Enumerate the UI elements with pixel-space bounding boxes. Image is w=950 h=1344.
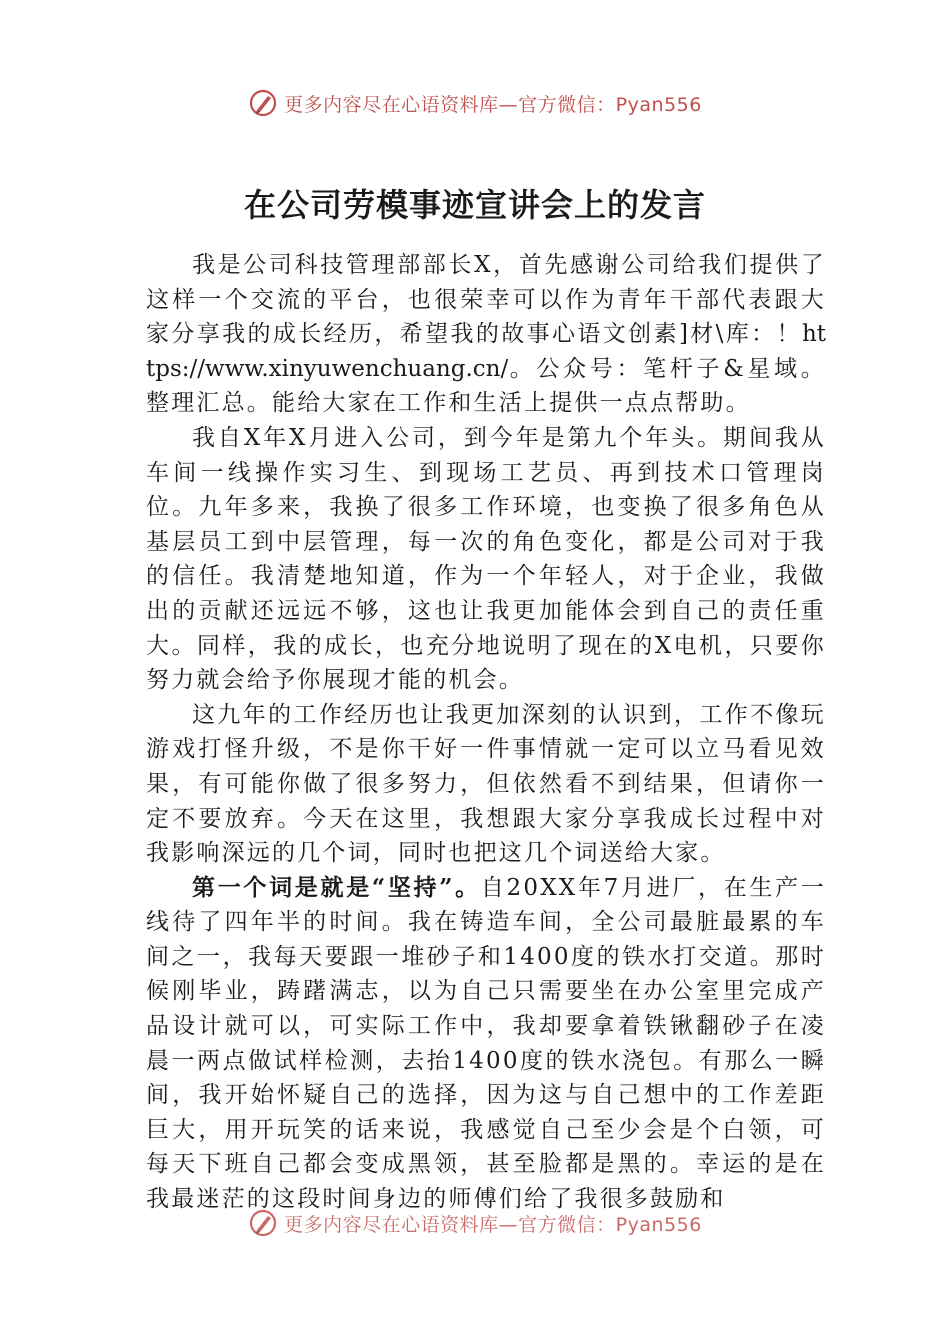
document-body bbox=[146, 248, 826, 1217]
pen-logo-icon bbox=[248, 88, 278, 118]
watermark-header bbox=[0, 86, 950, 120]
watermark-text: 更多内容尽在心语资料库—官方微信：Pyan556 bbox=[284, 93, 702, 116]
paragraph-text: 自20XX年7月进厂，在生产一线待了四年半的时间。我在铸造车间，全公司最脏最累的车间之一，我每天要跟一堆砂子和1400度的铁水打交道。那时候刚毕业，踌躇满志，以为自己只需要坐在办公室里完成产品设计就可以，可实际工作中，我却要拿着铁锹翻砂子在凌晨一两点做试样检测，去抬1400度的铁水浇包。有那么一瞬间，我开始怀疑自己的选择，因为这与自己想中的工作差距巨大，用开玩笑的话来说，我感觉自己至少会是个白领，可每天下班自己都会变成黑领，甚至脸都是黑的。幸运的是在我最迷茫的这段时间身边的师傅们给了我很多鼓励和 bbox=[146, 874, 826, 1213]
page-title: 在公司劳模事迹宣讲会上的发言 bbox=[243, 186, 706, 224]
paragraph-intro bbox=[146, 248, 826, 421]
paragraph-text: 我是公司科技管理部部长X，首先感谢公司给我们提供了这样一个交流的平台，也很荣幸可以作为青年干部代表跟大家分享我的成长经历，希望我的故事心语文创素]材\库：！ bbox=[146, 252, 826, 348]
website-link[interactable]: https://www.xinyuwenchuang.cn/ bbox=[146, 321, 826, 382]
paragraph-persistence bbox=[146, 871, 826, 1217]
watermark-text: 更多内容尽在心语资料库—官方微信：Pyan556 bbox=[284, 1213, 702, 1236]
paragraph: 这九年的工作经历也让我更加深刻的认识到，工作不像玩游戏打怪升级，不是你干好一件事情就一定可以立马看见效果，有可能你做了很多努力，但依然看不到结果，但请你一定不要放弃。今天在这里，我想跟大家分享我成长过程中对我影响深远的几个词，同时也把这几个词送给大家。 bbox=[146, 701, 826, 867]
watermark-footer bbox=[0, 1208, 950, 1238]
paragraph-lead: 第一个词是就是“坚持”。 bbox=[192, 873, 481, 901]
pen-logo-icon bbox=[248, 1208, 278, 1238]
paragraph: 我自X年X月进入公司，到今年是第九个年头。期间我从车间一线操作实习生、到现场工艺员、再到技术口管理岗位。九年多来，我换了很多工作环境，也变换了很多角色从基层员工到中层管理，每一次的角色变化，都是公司对于我的信任。我清楚地知道，作为一个年轻人，对于企业，我做出的贡献还远远不够，这也让我更加能体会到自己的责任重大。同样，我的成长，也充分地说明了现在的X电机，只要你努力就会给予你展现才能的机会。 bbox=[146, 424, 826, 694]
paragraph-text: 。公众号：笔杆子&星域。整理汇总。能给大家在工作和生活上提供一点点帮助。 bbox=[146, 355, 826, 417]
